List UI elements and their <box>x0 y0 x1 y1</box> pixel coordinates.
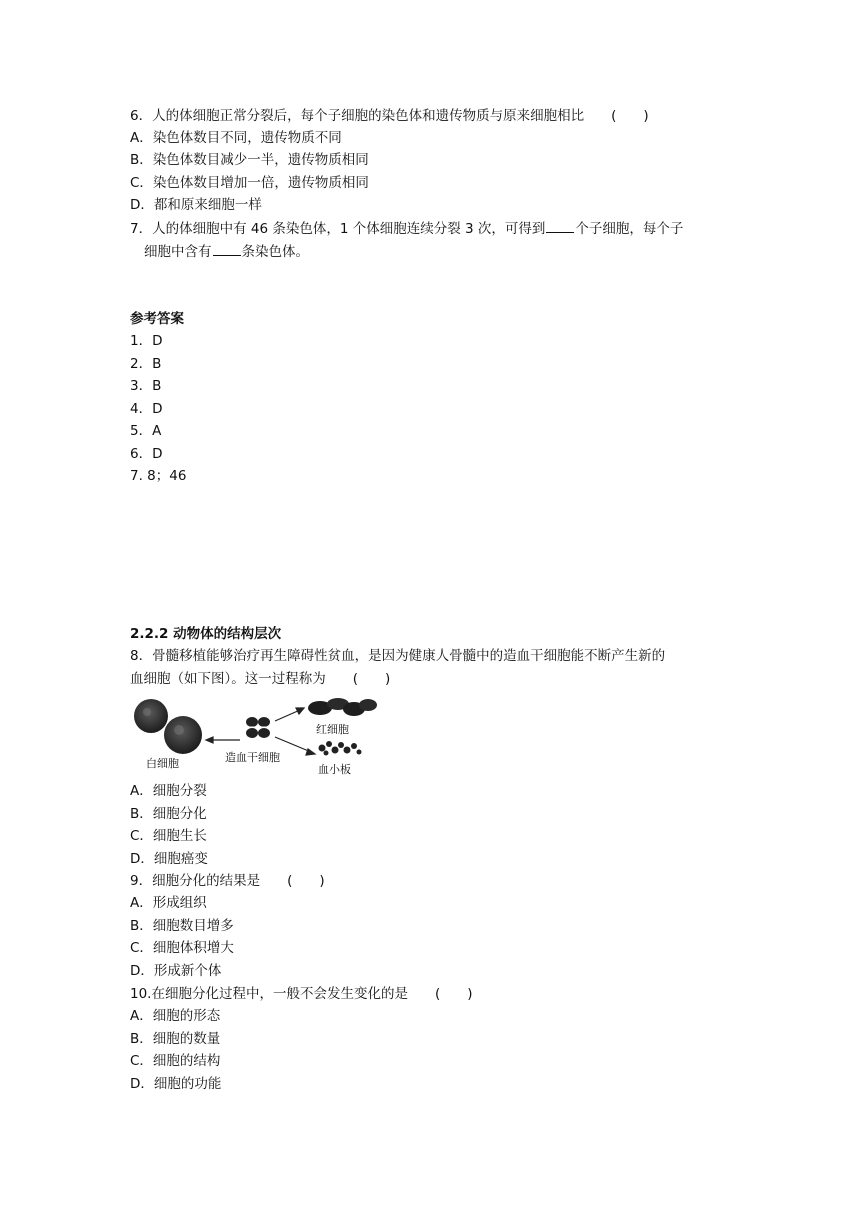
q10-option-a: A．细胞的形态 <box>130 1008 221 1024</box>
answer-item: 1．D <box>130 333 163 349</box>
q9-option-c: C．细胞体积增大 <box>130 940 234 956</box>
answer-item: 6．D <box>130 446 163 462</box>
q7-text-4: 条染色体。 <box>241 244 309 260</box>
q9-stem: 9．细胞分化的结果是 ( ) <box>130 873 325 889</box>
q7-blank-2[interactable] <box>213 241 241 256</box>
q6-option-a: A．染色体数目不同，遗传物质不同 <box>130 130 342 146</box>
q6-option-c: C．染色体数目增加一倍，遗传物质相同 <box>130 175 369 191</box>
q8-option-c: C．细胞生长 <box>130 828 207 844</box>
blood-cell-differentiation-figure <box>130 697 380 779</box>
q7-line-1 <box>130 218 683 239</box>
q7-blank-1[interactable] <box>546 218 574 233</box>
q8-stem-line-1: 8．骨髓移植能够治疗再生障碍性贫血，是因为健康人骨髓中的造血干细胞能不断产生新的 <box>130 648 666 664</box>
answer-item: 3．B <box>130 378 162 394</box>
q7-text-1: 7．人的体细胞中有 46 条染色体，1 个体细胞连续分裂 3 次，可得到 <box>130 221 546 237</box>
section-title: 2.2.2 动物体的结构层次 <box>130 626 282 642</box>
answer-item: 4．D <box>130 401 163 417</box>
q6-option-b: B．染色体数目减少一半，遗传物质相同 <box>130 152 369 168</box>
q8-option-a: A．细胞分裂 <box>130 783 207 799</box>
q10-option-d: D．细胞的功能 <box>130 1076 222 1092</box>
white-blood-cell-icon <box>134 699 202 754</box>
q6-stem: 6．人的体细胞正常分裂后，每个子细胞的染色体和遗传物质与原来细胞相比 ( ) <box>130 108 649 124</box>
q7-text-3: 细胞中含有 <box>144 244 212 260</box>
q8-option-b: B．细胞分化 <box>130 806 207 822</box>
white-cell-label: 白细胞 <box>146 757 179 770</box>
q8-stem-line-2: 血细胞（如下图）。这一过程称为 ( ) <box>130 671 391 687</box>
stem-cell-label: 造血干细胞 <box>225 751 280 764</box>
q10-stem: 10.在细胞分化过程中，一般不会发生变化的是 ( ) <box>130 986 473 1002</box>
q6-option-d: D．都和原来细胞一样 <box>130 197 262 213</box>
stem-cell-icon <box>246 717 270 738</box>
q7-text-2: 个子细胞，每个子 <box>575 221 684 237</box>
q10-option-c: C．细胞的结构 <box>130 1053 221 1069</box>
q9-option-d: D．形成新个体 <box>130 963 222 979</box>
q9-option-a: A．形成组织 <box>130 895 207 911</box>
red-cell-label: 红细胞 <box>316 723 349 736</box>
answer-item: 7. 8；46 <box>130 468 187 484</box>
q9-option-b: B．细胞数目增多 <box>130 918 234 934</box>
answers-title: 参考答案 <box>130 311 184 327</box>
platelet-icon <box>319 741 362 756</box>
answer-item: 5．A <box>130 423 162 439</box>
q7-line-2 <box>144 241 309 262</box>
red-blood-cell-icon <box>308 698 377 716</box>
q8-option-d: D．细胞癌变 <box>130 851 208 867</box>
q10-option-b: B．细胞的数量 <box>130 1031 221 1047</box>
platelet-label: 血小板 <box>318 763 351 776</box>
answer-item: 2．B <box>130 356 162 372</box>
